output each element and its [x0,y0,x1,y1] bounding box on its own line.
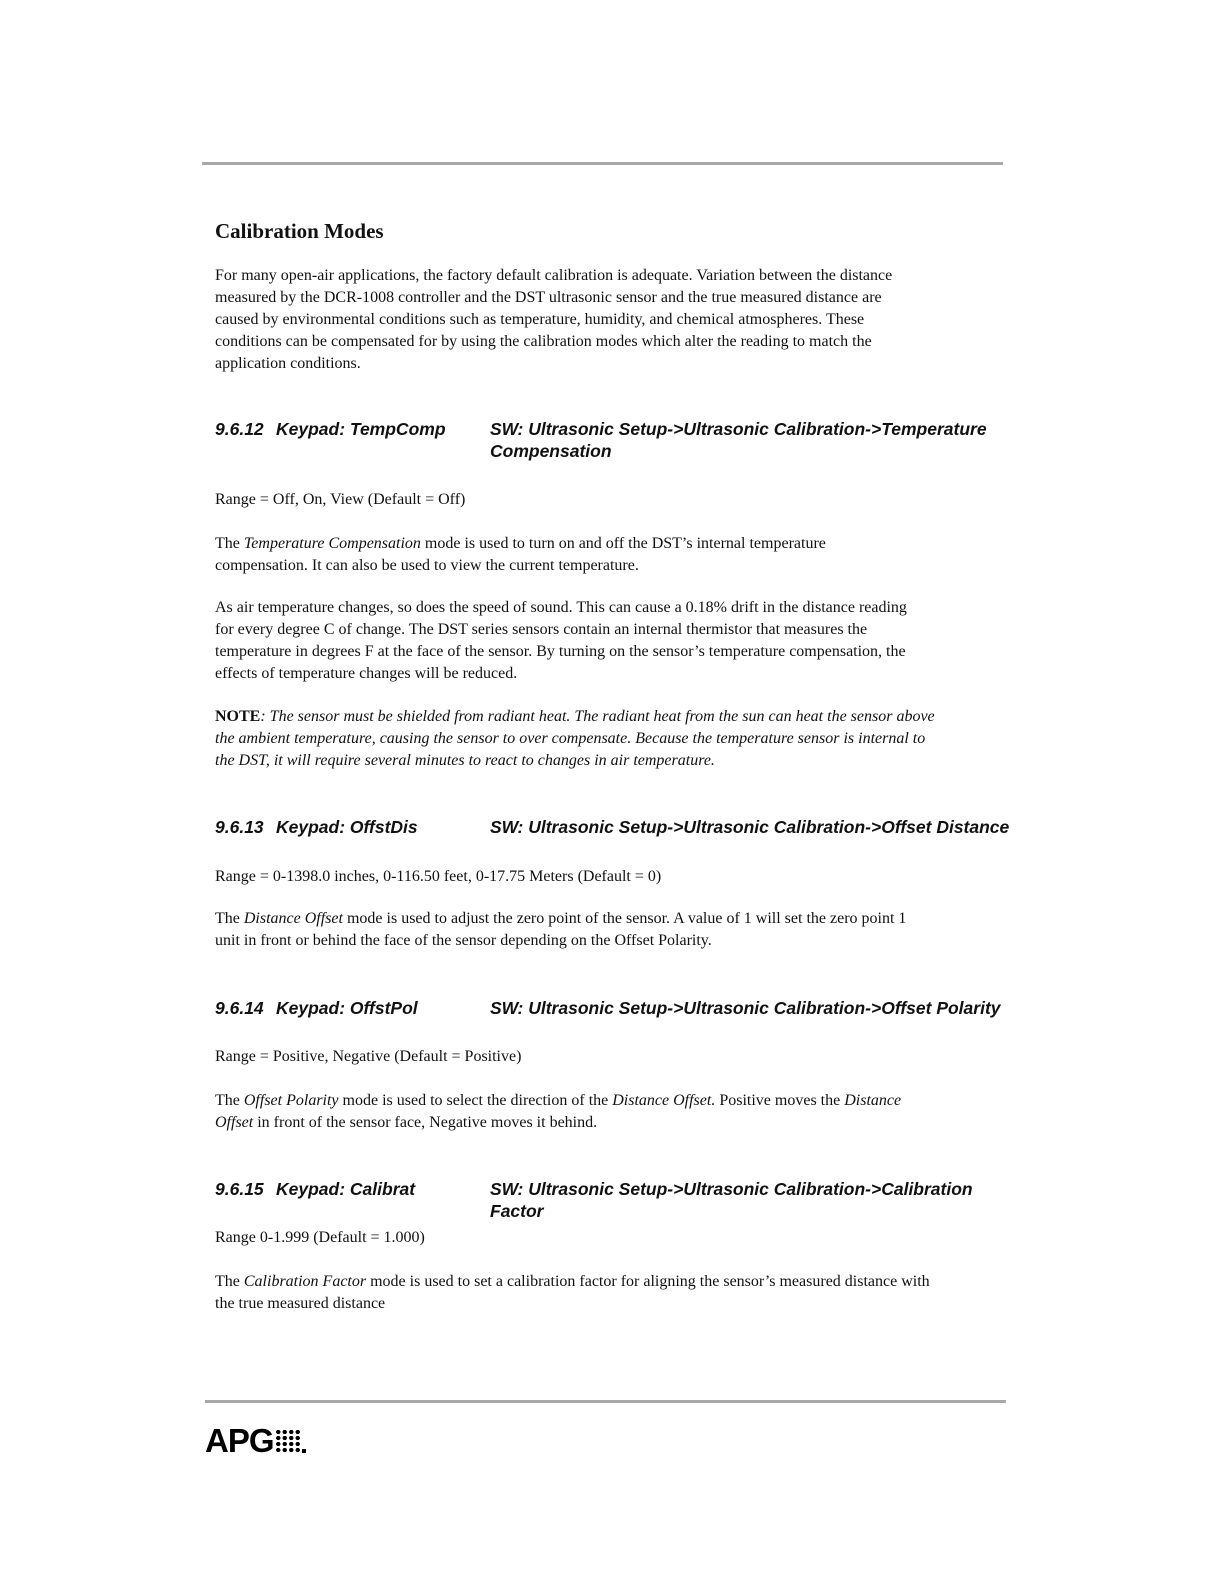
section-number: 9.6.13 [215,817,264,837]
desc-prefix: The [215,1273,244,1290]
software-path: SW: Ultrasonic Setup->Ultrasonic Calibration->Calibration Factor [490,1179,973,1221]
desc-prefix: The [215,910,244,927]
range-text: Range = Positive, Negative (Default = Positive) [215,1048,522,1065]
keypad-label: Keypad: Calibrat [276,1179,416,1199]
speed-of-sound-paragraph: As air temperature changes, so does the speed of sound. This can cause a 0.18% drift in the distance reading for every degree C of change. The DST series sensors contain an internal thermistor that measures the temperature in degrees F at the face of the sensor. By turning on the sensor’s temperature compensation, the effects of temperature changes will be reduced. [215,599,907,682]
header-rule [202,162,1003,165]
desc-middle: mode is used to select the direction of the [338,1092,613,1109]
range-text: Range = Off, On, View (Default = Off) [215,491,466,508]
section-number: 9.6.12 [215,419,264,439]
apg-logo [205,1422,306,1459]
footer-rule [205,1400,1006,1403]
description-paragraph [215,533,875,577]
software-path-line1: SW: Ultrasonic Setup->Ultrasonic Calibration->Temperature [490,419,987,439]
desc-prefix: The [215,535,244,552]
software-path-line2: Compensation [490,441,612,461]
desc-rest: mode is used to set a calibration factor for aligning the sensor’s measured distance with the true measured distance [215,1273,930,1312]
desc-emphasis-3: Distance Offset [215,1092,902,1131]
desc-rest: mode is used to adjust the zero point of the sensor. A value of 1 will set the zero point 1 unit in front or behind the face of the sensor depending on the Offset Polarity. [215,910,907,949]
intro-paragraph: For many open-air applications, the factory default calibration is adequate. Variation between the distance measured by the DCR-1008 controller and the DST ultrasonic sensor and the true measured distance are caused by environmental conditions such as temperature, humidity, and chemical atmospheres. These conditions can be compensated for by using the calibration modes which alter the reading to match the application conditions. [215,267,893,372]
description-paragraph [215,1090,940,1134]
page-title: Calibration Modes [215,219,384,243]
desc-rest: mode is used to turn on and off the DST’s internal temperature compensation. It can also be used to view the current temperature. [215,535,826,574]
desc-emphasis: Offset Polarity [243,1092,339,1109]
description-paragraph [215,908,935,952]
note-label: NOTE [215,708,261,725]
description-paragraph [215,1271,935,1315]
range-text: Range 0-1.999 (Default = 1.000) [215,1229,425,1246]
desc-middle-2: Positive moves the [715,1092,845,1109]
desc-emphasis: Distance Offset [243,910,343,927]
desc-emphasis-2: Distance Offset. [612,1092,716,1109]
desc-emphasis: Calibration Factor [243,1273,367,1290]
desc-rest: in front of the sensor face, Negative moves it behind. [253,1114,598,1131]
keypad-label: Keypad: OffstDis [276,817,418,837]
desc-prefix: The [215,1092,244,1109]
note-paragraph [215,706,940,772]
section-number: 9.6.15 [215,1179,264,1199]
desc-emphasis: Temperature Compensation [243,535,421,552]
software-path [490,418,1010,462]
section-number: 9.6.14 [215,998,264,1018]
range-text: Range = 0-1398.0 inches, 0-116.50 feet, 0-17.75 Meters (Default = 0) [215,868,662,885]
logo-period-icon [302,1449,306,1453]
logo-dot-grid-icon [275,1429,301,1453]
note-text: : The sensor must be shielded from radiant heat. The radiant heat from the sun can heat the sensor above the ambient temperature, causing the sensor to over compensate. Because the temperature sensor is internal to the DST, it will require several minutes to react to changes in air temperature. [215,708,935,769]
keypad-label: Keypad: TempComp [276,419,446,439]
logo-text: APG [205,1422,274,1459]
software-path: SW: Ultrasonic Setup->Ultrasonic Calibration->Offset Polarity [490,998,1001,1018]
software-path: SW: Ultrasonic Setup->Ultrasonic Calibration->Offset Distance [490,817,1010,837]
keypad-label: Keypad: OffstPol [276,998,418,1018]
